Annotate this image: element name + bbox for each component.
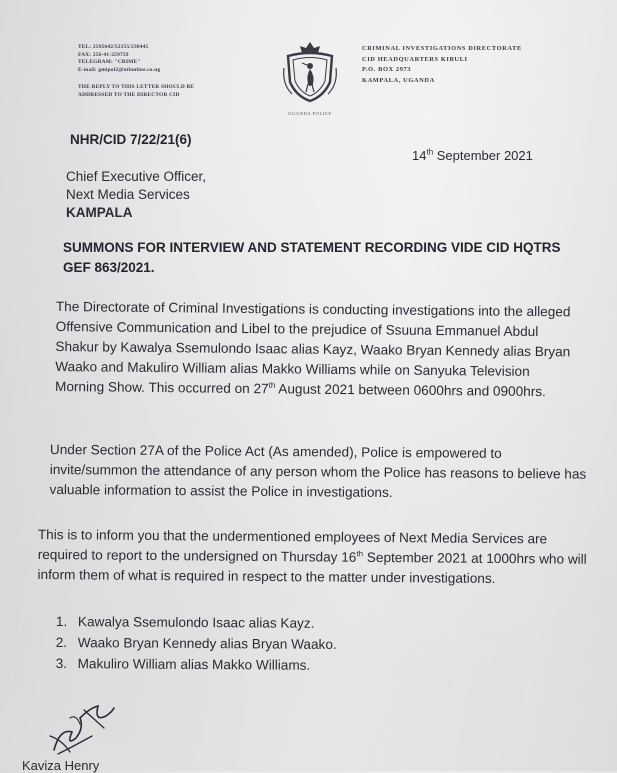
employee-list bbox=[56, 611, 337, 676]
addressee-title: Chief Executive Officer, bbox=[66, 169, 207, 184]
letterhead-reply-note-2: ADDRESSED TO THE DIRECTOR CID bbox=[78, 91, 180, 98]
letterhead-telegram: TELEGRAM: "CRIME" bbox=[78, 59, 141, 66]
paragraph1-text-b: August 2021 between 0600hrs and 0900hrs. bbox=[275, 381, 546, 400]
letterhead-po-box: P.O. BOX 2973 bbox=[362, 66, 412, 73]
letterhead-hq: CID HEADQUARTERS KIBULI bbox=[362, 55, 468, 63]
letterhead-city: KAMPALA, UGANDA bbox=[362, 76, 435, 84]
letter-subject: SUMMONS FOR INTERVIEW AND STATEMENT RECORDING VIDE CID HQTRS GEF 863/2021. bbox=[63, 240, 561, 275]
addressee-block bbox=[66, 168, 206, 222]
paragraph1-sup: th bbox=[268, 380, 276, 390]
addressee-company: Next Media Services bbox=[66, 187, 190, 202]
paragraph-investigation bbox=[55, 297, 576, 402]
list-item-name: Waako Bryan Kennedy alias Bryan Waako. bbox=[77, 635, 337, 652]
list-item-name: Makuliro William alias Makko Williams. bbox=[77, 656, 311, 673]
letterhead-email: E-mail: gmipol2@utlonline.co.ug bbox=[78, 66, 161, 73]
handwritten-signature-icon bbox=[14, 688, 134, 768]
uganda-police-crest-icon bbox=[280, 38, 340, 104]
paragraph-summons bbox=[37, 525, 598, 590]
letterhead-contact-block bbox=[78, 44, 213, 100]
list-item-number: 3. bbox=[55, 655, 68, 672]
list-item-number: 2. bbox=[55, 634, 68, 651]
letterhead-tel: TEL: 2595642/52355/230445 bbox=[78, 44, 149, 50]
reference-number: NHR/CID 7/22/21(6) bbox=[70, 132, 192, 147]
letterhead-fax: FAX: 256-41-259759 bbox=[78, 51, 129, 58]
paragraph1-text-a: The Directorate of Criminal Investigations is conducting investigations into the alleged Offensive Communication and Libel to the prejudice of Ssuuna Emmanuel Abdul Shakur by Kawalya Ssemulondo Isaac alias Kayz, Waako Bryan Kennedy alias Bryan Waako and Makuliro William alias Makko Williams while on Sanyuka Television Morning Show. This occurred on 27 bbox=[54, 298, 571, 397]
list-item bbox=[56, 632, 337, 655]
list-item bbox=[56, 653, 337, 676]
list-item-name: Kawalya Ssemulondo Isaac alias Kayz. bbox=[77, 614, 315, 631]
addressee-city: KAMPALA bbox=[66, 205, 133, 220]
paragraph3-text-b: September 2021 at 1000hrs who will inform them of what is required in respect to the matter under investigations. bbox=[37, 549, 587, 586]
paragraph3-text-a: This is to inform you that the undermentioned employees of Next Media Services are required to report to the undersigned on Thursday 16 bbox=[37, 526, 548, 565]
paragraph-legal-basis: Under Section 27A of the Police Act (As amended), Police is empowered to invite/summon the attendance of any person whom the Police has reasons to believe has valuable information to assist the Police in investigations. bbox=[49, 441, 587, 500]
list-item-number: 1. bbox=[55, 613, 68, 630]
date-rest: September 2021 bbox=[433, 148, 533, 163]
letterhead-reply-note-1: THE REPLY TO THIS LETTER SHOULD BE bbox=[78, 84, 195, 91]
paragraph3-sup: th bbox=[356, 549, 364, 559]
letterhead-address-block bbox=[362, 44, 582, 86]
date-day: 14 bbox=[412, 148, 427, 163]
crest-caption: UGANDA POLICE bbox=[288, 111, 332, 116]
list-item bbox=[56, 611, 337, 634]
letter-date bbox=[412, 148, 533, 163]
date-suffix: th bbox=[426, 147, 434, 157]
signatory-name: Kaviza Henry bbox=[22, 758, 100, 773]
letterhead-directorate: CRIMINAL INVESTIGATIONS DIRECTORATE bbox=[362, 45, 522, 52]
